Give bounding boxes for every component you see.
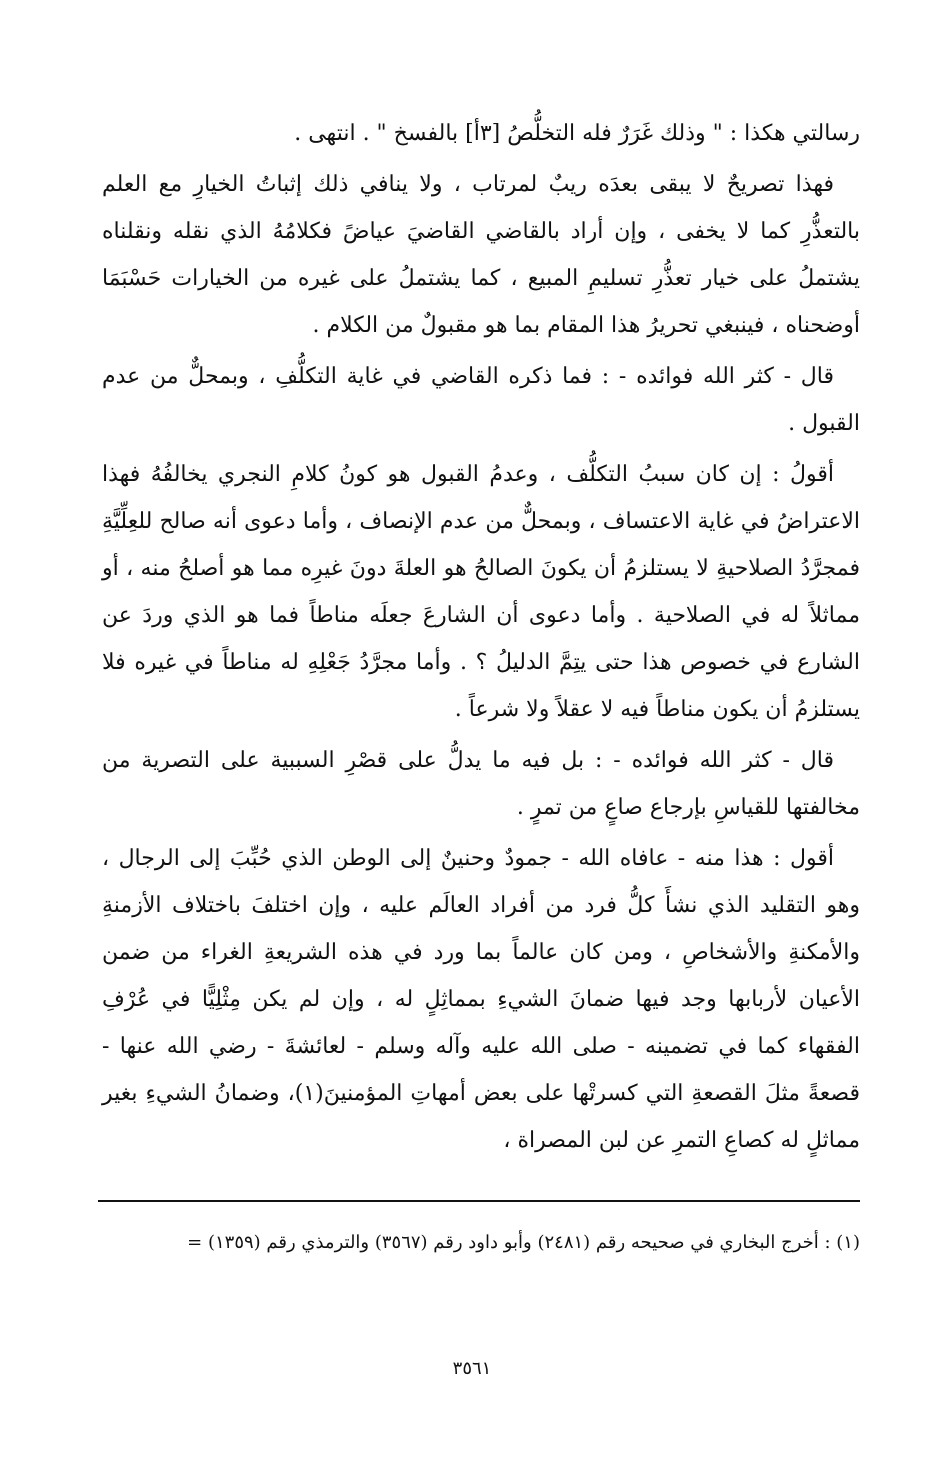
page-number: ٣٥٦١ [452,1358,492,1379]
paragraph-5: قال - كثر الله فوائده - : بل فيه ما يدلُّ على قصْرِ السببية على التصرية من مخالفتها للقياسِ بإرجاع صاعٍ من تمرٍ . [102,748,860,820]
paragraph-6: أقول : هذا منه - عافاه الله - جمودٌ وحنينٌ إلى الوطن الذي حُبِّبَ إلى الرجال ، وهو التقليد الذي نشأَ كلُّ فرد من أفراد العالَم عليه ، وإن اختلفَ باختلاف الأزمنةِ والأمكنةِ والأشخاصِ ، ومن كان عالماً بما ورد في هذه الشريعةِ الغراء من ضمن الأعيان لأربابها وجد فيها ضمانَ الشيءِ بمماثِلٍ له ، وإن لم يكن مِثْلِيًّا في عُرْفِ الفقهاء كما في تضمينه - صلى الله عليه وآله وسلم - لعائشةَ - رضي الله عنها - قصعةً مثلَ القصعةِ التي كسرتْها على بعض أمهاتِ المؤمنينَ(١)، وضمانُ الشيءِ بغير مماثلٍ له كصاعِ التمرِ عن لبن المصراة ، [102,846,860,1153]
paragraph-2: فهذا تصريحٌ لا يبقى بعدَه ريبٌ لمرتاب ، ولا ينافي ذلك إثباتُ الخيارِ مع العلم بالتعذُّرِ كما لا يخفى ، وإن أراد بالقاضي القاضيَ عياضً فكلامُهُ الذي نقله ونقلناه يشتملُ على خيار تعذُّرِ تسليمِ المبيع ، كما يشتملُ على غيره من الخيارات حَسْبَمَا أوضحناه ، فينبغي تحريرُ هذا المقام بما هو مقبولٌ من الكلام . [102,172,860,338]
footnote: (١) : أخرج البخاري في صحيحه رقم (٢٤٨١) وأبو داود رقم (٣٥٦٧) والترمذي رقم (١٣٥٩) = [187,1232,860,1253]
main-text [102,110,860,1168]
paragraph-1: رسالتي هكذا : " وذلك غَرَرٌ فله التخلُّصُ [٣أ] بالفسخ " . انتهى . [294,121,860,146]
paragraph-3: قال - كثر الله فوائده - : فما ذكره القاضي في غاية التكلُّفِ ، وبمحلٌّ من عدم القبول . [102,364,860,436]
paragraph-4: أقولُ : إن كان سببُ التكلُّف ، وعدمُ القبول هو كونُ كلامِ النجري يخالفُهُ فهذا الاعتراضُ في غاية الاعتساف ، وبمحلٌّ من عدم الإنصاف ، وأما دعوى أنه صالح للعِلِّيَّةِ فمجرَّدُ الصلاحيةِ لا يستلزمُ أن يكونَ الصالحُ هو العلةَ دونَ غيرِه مما هو أصلحُ منه ، أو مماثلاً له في الصلاحية . وأما دعوى أن الشارعَ جعلَه مناطاً فما هو الذي وردَ عن الشارع في خصوص هذا حتى يتِمَّ الدليلُ ؟ . وأما مجرَّدُ جَعْلِهِ له مناطاً في غيره فلا يستلزمُ أن يكون مناطاً فيه لا عقلاً ولا شرعاً . [102,462,860,722]
footnote-divider [98,1200,860,1202]
